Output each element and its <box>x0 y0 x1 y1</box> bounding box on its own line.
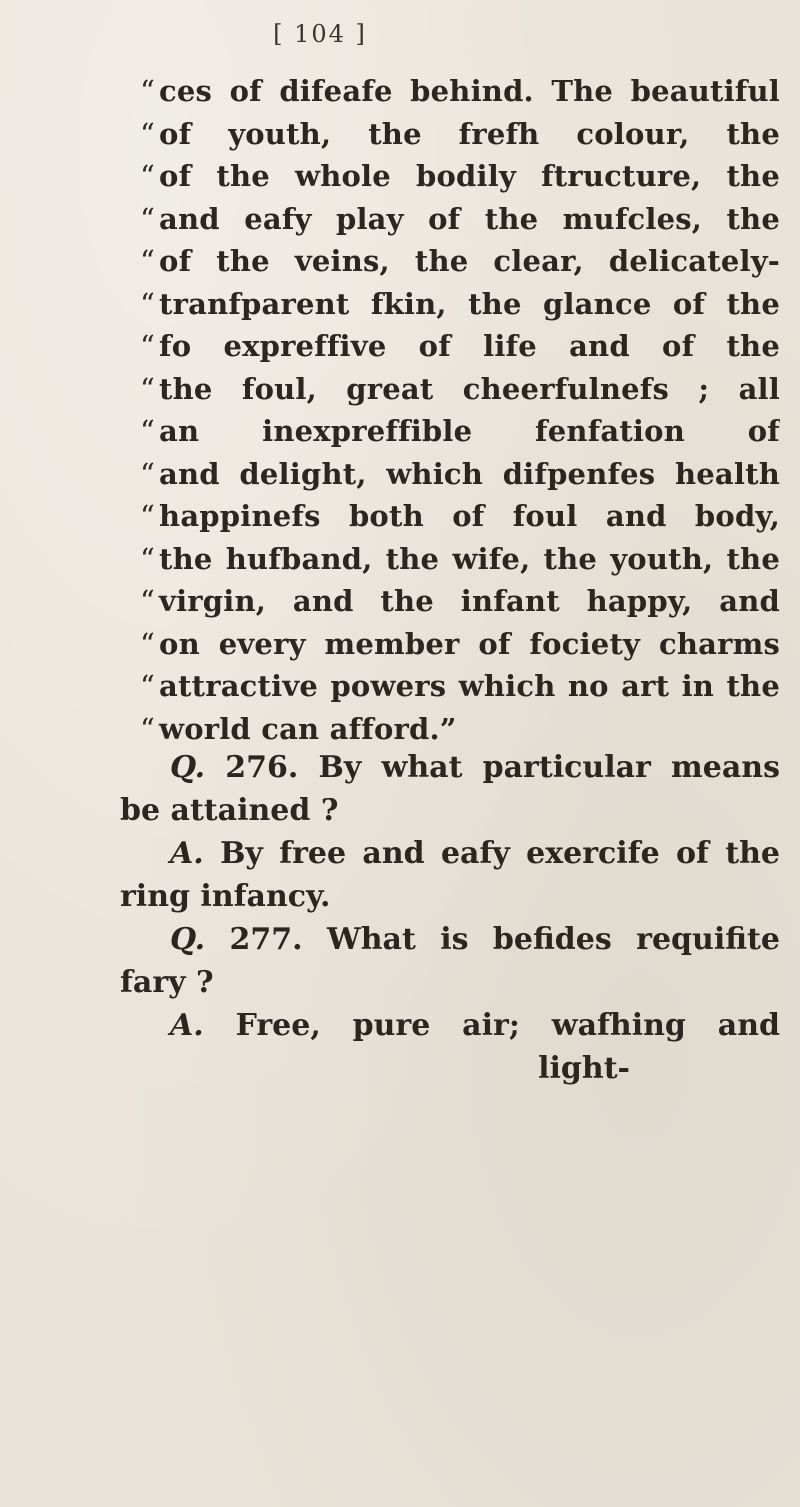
quote-line-text: ces of difeafe behind. The beautiful <box>159 74 780 108</box>
question-text: By what particular means <box>318 750 780 785</box>
quote-mark: “ <box>140 371 156 406</box>
quote-line-text: on every member of fociety charms <box>159 626 780 661</box>
quote-mark: “ <box>140 626 156 661</box>
quote-line-text: the hufband, the wife, the youth, the <box>159 541 780 576</box>
quote-line-text: and delight, which difpenfes health <box>159 456 780 491</box>
question-text: What is befides requifite <box>327 922 780 957</box>
quote-mark: “ <box>140 584 156 618</box>
question-number: 276. <box>225 750 299 785</box>
quote-mark: “ <box>140 329 156 363</box>
quote-mark: “ <box>140 499 156 533</box>
quote-mark: “ <box>140 669 156 703</box>
answer-276-continuation <box>120 875 780 918</box>
quote-line-text: virgin, and the infant happy, and <box>159 584 780 618</box>
question-277-continuation <box>120 961 780 1004</box>
quote-line <box>140 368 780 411</box>
question-label: Q. <box>170 922 206 957</box>
quote-mark: “ <box>140 159 156 193</box>
answer-text: By free and eafy exercife of the <box>220 836 780 871</box>
quote-line-text: and eafy play of the mufcles, the <box>159 201 780 236</box>
page-number: [ 104 ] <box>273 20 367 48</box>
catchword: light- <box>538 1051 630 1086</box>
quote-line <box>140 70 780 113</box>
quote-line <box>140 410 780 453</box>
quote-mark: “ <box>140 414 156 448</box>
question-text: fary ? <box>120 965 214 1000</box>
quote-line <box>140 708 780 751</box>
quote-line <box>140 453 780 496</box>
quote-mark: “ <box>140 541 156 576</box>
quote-line <box>140 495 780 538</box>
quote-line-text: attractive powers which no art in the <box>159 669 780 703</box>
quote-line <box>140 155 780 198</box>
quote-mark: “ <box>140 201 156 236</box>
quote-mark: “ <box>140 286 156 321</box>
quote-line <box>140 113 780 156</box>
quote-mark: “ <box>140 711 156 746</box>
quote-line <box>140 580 780 623</box>
quote-line-text: an inexpreffible fenfation of <box>159 414 780 448</box>
question-276-line <box>120 746 780 789</box>
quote-line-text: fo expreffive of life and of the <box>159 329 780 363</box>
quote-mark: “ <box>140 244 156 278</box>
quote-line <box>140 538 780 581</box>
question-number: 277. <box>229 922 303 957</box>
question-answer-section <box>120 746 780 1090</box>
answer-text: Free, pure air; wafhing and <box>235 1008 780 1043</box>
quote-line <box>140 665 780 708</box>
quote-mark: “ <box>140 116 156 151</box>
question-text: be attained ? <box>120 793 339 828</box>
quote-line-text: of the whole bodily ftructure, the <box>159 159 780 193</box>
question-label: Q. <box>170 750 206 785</box>
quote-line <box>140 198 780 241</box>
question-276-continuation <box>120 789 780 832</box>
quote-line <box>140 283 780 326</box>
quote-line-text: happinefs both of foul and body, <box>159 499 780 533</box>
quote-line-text: of the veins, the clear, delicately- <box>159 244 780 278</box>
answer-text: ring infancy. <box>120 879 331 914</box>
answer-label: A. <box>170 836 204 871</box>
quote-line-text: world can afford.” <box>159 711 457 746</box>
answer-276-line <box>120 832 780 875</box>
quote-line <box>140 623 780 666</box>
answer-label: A. <box>170 1008 204 1043</box>
quote-line-text: the foul, great cheerfulnefs ; all <box>159 371 780 406</box>
catchword-line <box>120 1047 780 1090</box>
quote-mark: “ <box>140 456 156 491</box>
quote-mark: “ <box>140 74 156 108</box>
quoted-passage <box>140 70 780 750</box>
quote-line-text: of youth, the frefh colour, the <box>159 116 780 151</box>
answer-277-line <box>120 1004 780 1047</box>
quote-line-text: tranfparent fkin, the glance of the <box>159 286 780 321</box>
question-277-line <box>120 918 780 961</box>
quote-line <box>140 325 780 368</box>
quote-line <box>140 240 780 283</box>
